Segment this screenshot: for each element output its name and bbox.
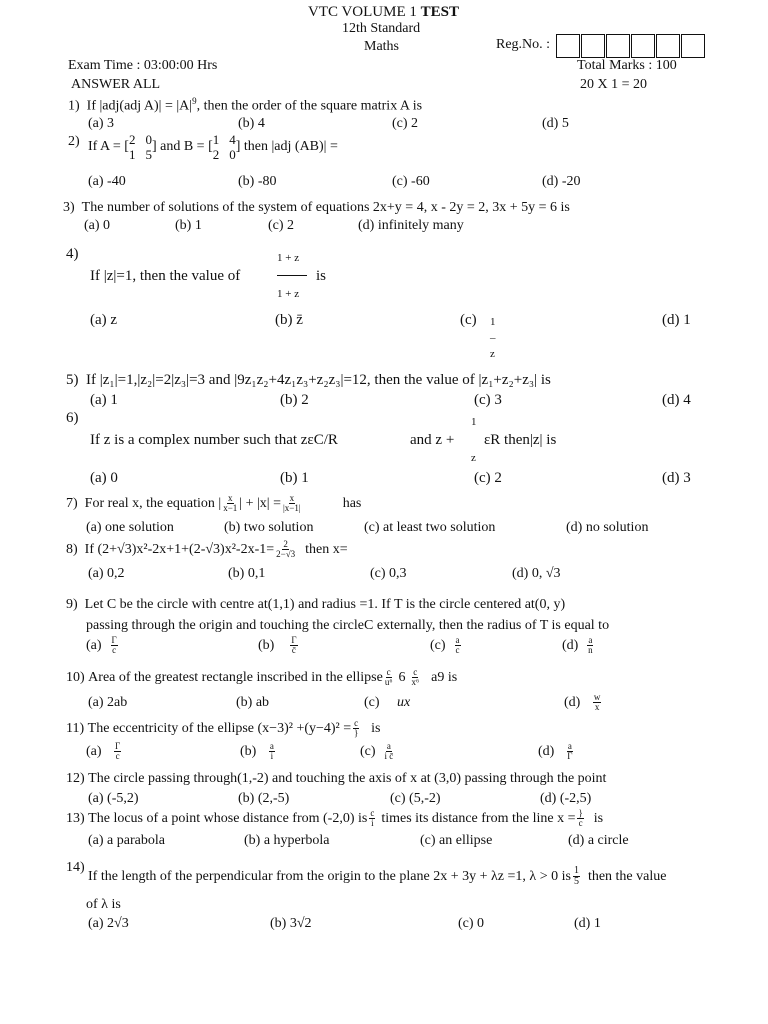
q9-line-2: passing through the origin and touching the circleC externally, then the radius of T is equal to [86,618,610,633]
q4-c-top: 1 [490,316,496,328]
q10-option-c[interactable]: (c) ux [364,695,411,710]
q13-option-c[interactable]: (c) an ellipse [420,833,493,848]
question-4: If |z|=1, then the value of [90,268,241,284]
q6-option-b[interactable]: (b) 1 [280,470,309,486]
q6-one: 1 [471,416,477,428]
reg-box[interactable] [556,34,580,58]
q14-number: 14) [66,860,85,875]
q11-option-d[interactable]: (d) $\frac{a}{\Gamma}$ [538,741,573,761]
q12-option-a[interactable]: (a) (-5,2) [88,791,139,806]
q6-stem-end: εR then|z| is [484,432,557,448]
reg-box[interactable] [581,34,605,58]
q6-option-d[interactable]: (d) 3 [662,470,691,486]
q2-option-a[interactable]: (a) -40 [88,174,126,189]
q8-option-a[interactable]: (a) 0,2 [88,566,125,581]
question-12: 12) The circle passing through(1,-2) and touching the axis of x at (3,0) passing through the point [66,771,607,786]
subject: Maths [364,39,399,54]
q3-option-d[interactable]: (d) infinitely many [358,218,464,233]
reg-box[interactable] [681,34,705,58]
matrix-a: 2 0 1 5 [128,132,152,162]
q4-number: 4) [66,246,79,262]
q14-option-c[interactable]: (c) 0 [458,916,485,931]
q5-option-b[interactable]: (b) 2 [280,392,309,408]
reg-label: Reg.No. : [496,37,551,52]
question-5: 5) If |z₁|=1,|z₂|=2|z₃|=3 and |9z₁z₂+4z₁z₃+z₂z₃|=12, then the value of |z₁+z₂+z₃| is [66,372,551,388]
q3-option-c[interactable]: (c) 2 [268,218,295,233]
exam-title-bold: TEST [420,4,459,20]
q2-option-d[interactable]: (d) -20 [542,174,581,189]
q3-option-b[interactable]: (b) 1 [175,218,202,233]
q13-option-d[interactable]: (d) a circle [568,833,629,848]
q4-option-d[interactable]: (d) 1 [662,312,691,328]
q3-option-a[interactable]: (a) 0 [84,218,111,233]
q4-fraction-top: 1 + z [277,252,300,264]
q6-stem-mid: and z + [410,432,455,448]
question-14: If the length of the perpendicular from the origin to the plane 2x + 3y + λz =1, λ > 0 is $\frac{1}{5}$ then the value [88,865,667,887]
q9-option-c[interactable]: (c) $\frac{a}{c}$ [430,635,460,655]
q9-option-b[interactable]: (b) $\frac{\Gamma}{c̄}$ [258,635,297,655]
q10-option-b[interactable]: (b) ab [236,695,270,710]
q14-line-2: of λ is [86,897,121,912]
reg-box[interactable] [631,34,655,58]
q1-option-b[interactable]: (b) 4 [238,116,265,131]
question-11: 11) The eccentricity of the ellipse (x−3)² +(y−4)² = $\frac{c}{\}}$ is [66,718,381,738]
total-marks: Total Marks : 100 [577,58,677,73]
exam-title-text: VTC VOLUME 1 [308,4,417,20]
q8-option-b[interactable]: (b) 0,1 [228,566,266,581]
q10-option-a[interactable]: (a) 2ab [88,695,128,710]
q5-option-d[interactable]: (d) 4 [662,392,691,408]
q2-option-b[interactable]: (b) -80 [238,174,277,189]
q12-option-b[interactable]: (b) (2,-5) [238,791,290,806]
matrix-b: 1 4 2 0 [212,132,236,162]
q4-c-bar: – [490,332,496,344]
q4-fraction-bottom: 1 + z [277,288,300,300]
q4-option-a[interactable]: (a) z [90,312,118,328]
q14-option-a[interactable]: (a) 2√3 [88,916,129,931]
q7-option-c[interactable]: (c) at least two solution [364,520,496,535]
q12-option-c[interactable]: (c) (5,-2) [390,791,441,806]
reg-box[interactable] [606,34,630,58]
q13-option-a[interactable]: (a) a parabola [88,833,165,848]
question-8: 8) If (2+√3)x²-2x+1+(2-√3)x²-2x-1= $\frac{2}{2-√3}$ then x= [66,539,348,559]
answer-all: ANSWER ALL [71,77,161,92]
q9-option-a[interactable]: (a) $\frac{\Gamma}{c}$ [86,635,117,655]
q2-number: 2) [68,134,80,149]
question-6: If z is a complex number such that zεC/R [90,432,338,448]
exam-time: Exam Time : 03:00:00 Hrs [68,58,218,73]
q6-option-c[interactable]: (c) 2 [474,470,502,486]
q5-option-a[interactable]: (a) 1 [90,392,118,408]
q10-option-d[interactable]: (d) $\frac{w}{x}$ [564,692,601,712]
q12-option-d[interactable]: (d) (-2,5) [540,791,592,806]
q14-option-b[interactable]: (b) 3√2 [270,916,312,931]
q1-option-a[interactable]: (a) 3 [88,116,115,131]
q8-option-d[interactable]: (d) 0, √3 [512,566,561,581]
question-1: 1) If |adj(adj $A)| = |A|^9$, then the order of the square matrix A is [68,96,423,114]
marks-scheme: 20 X 1 = 20 [580,77,648,92]
q4-option-b[interactable]: (b) z̄ [275,312,303,328]
question-3: 3) The number of solutions of the system of equations 2x+y = 4, x - 2y = 2, 3x + 5y = 6 is [63,200,570,215]
q11-option-b[interactable]: (b) $\frac{a}{i}$ [240,741,274,761]
q11-option-a[interactable]: (a) $\frac{\Gamma}{c}$ [86,741,121,761]
q1-option-d[interactable]: (d) 5 [542,116,569,131]
q13-option-b[interactable]: (b) a hyperbola [244,833,330,848]
q6-option-a[interactable]: (a) 0 [90,470,118,486]
reg-box[interactable] [656,34,680,58]
question-9: 9) Let C be the circle with centre at(1,1) and radius =1. If T is the circle centered at(0, y) [66,597,566,612]
q7-option-b[interactable]: (b) two solution [224,520,314,535]
q14-option-d[interactable]: (d) 1 [574,916,601,931]
q9-option-d[interactable]: (d) $\frac{a}{n}$ [562,635,593,655]
q4-fraction-bar [277,275,307,276]
reg-number-boxes[interactable] [556,34,706,58]
q5-option-c[interactable]: (c) 3 [474,392,502,408]
q11-option-c[interactable]: (c) $\frac{a}{\text{i c̄}}$ [360,741,394,761]
q8-option-c[interactable]: (c) 0,3 [370,566,407,581]
q7-option-d[interactable]: (d) no solution [566,520,649,535]
standard: 12th Standard [342,21,421,36]
q6-number: 6) [66,410,79,426]
question-10: 10) Area of the greatest rectangle inscribed in the ellipse $\frac{c}{\text{u⁶}}$ 6 $\frac{c}{\text{x⁶}}$ a9 is [66,667,458,687]
q6-z: z [471,452,476,464]
question-2: If A = [ 2 0 1 5 ] and B = [ 1 4 2 0 ] then |adj (AB)| = [88,132,338,162]
q7-option-a[interactable]: (a) one solution [86,520,174,535]
question-13: 13) The locus of a point whose distance from (-2,0) is $\frac{c}{i}$ times its distance from the line x = $\frac{\}}{c}$ is [66,808,604,828]
q4-c-bottom: z [490,348,495,360]
q4-option-c[interactable]: (c) [460,312,477,328]
q1-option-c[interactable]: (c) 2 [392,116,419,131]
q4-stem-end: is [316,268,327,284]
exam-title [308,4,459,21]
question-7: 7) For real x, the equation | $\frac{x}{x-1}$ | + |x| = $\frac{x}{|x-1|}$ has [66,493,362,513]
q2-option-c[interactable]: (c) -60 [392,174,430,189]
